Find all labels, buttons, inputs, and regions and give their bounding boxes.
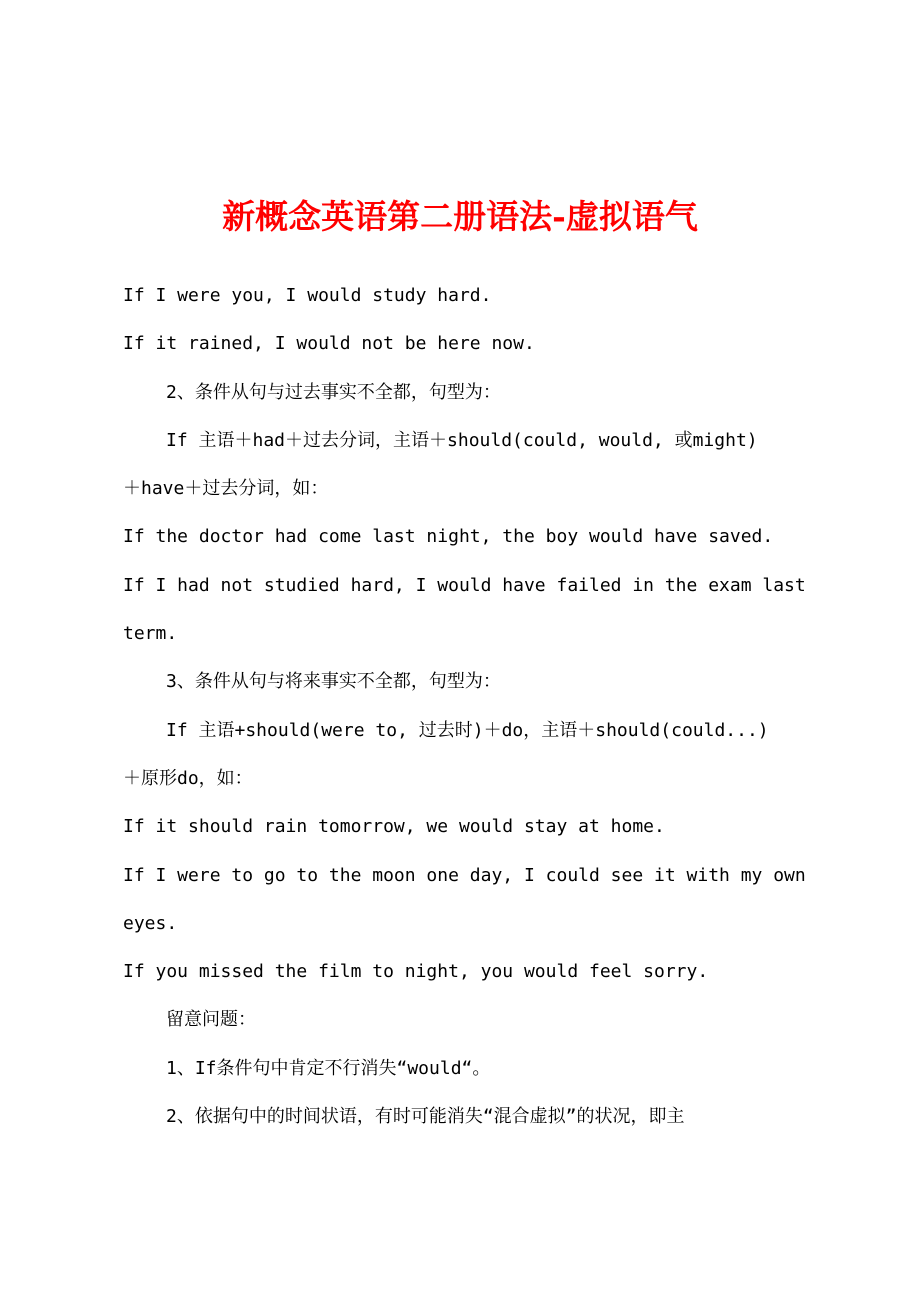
text-line-4: If 主语＋had＋过去分词，主语＋should(could, would, 或might) bbox=[166, 429, 758, 451]
text-line-1: If I were you, I would study hard. bbox=[123, 285, 492, 306]
text-line-7: If I had not studied hard, I would have failed in the exam last bbox=[123, 574, 806, 596]
text-line-10: If 主语+should(were to, 过去时)＋do，主语＋should(could...) bbox=[166, 719, 769, 741]
text-line-3: 2、条件从句与过去事实不全都，句型为： bbox=[166, 381, 501, 403]
text-line-8: term. bbox=[123, 623, 178, 645]
text-line-17: 1、If条件句中肯定不行消失“would“。 bbox=[166, 1057, 491, 1079]
text-line-11: ＋原形do，如： bbox=[123, 767, 253, 789]
text-line-12: If it should rain tomorrow, we would stay at home. bbox=[123, 816, 665, 838]
text-line-6: If the doctor had come last night, the boy would have saved. bbox=[123, 526, 774, 548]
text-line-16: 留意问题： bbox=[166, 1009, 256, 1031]
document-title: 新概念英语第二册语法-虚拟语气 bbox=[222, 197, 698, 236]
text-line-2: If it rained, I would not be here now. bbox=[123, 333, 535, 355]
text-line-15: If you missed the film to night, you would feel sorry. bbox=[123, 961, 709, 983]
text-line-14: eyes. bbox=[123, 912, 178, 934]
text-line-18: 2、依据句中的时间状语，有时可能消失“混合虚拟”的状况，即主 bbox=[166, 1106, 685, 1128]
text-line-13: If I were to go to the moon one day, I could see it with my own bbox=[123, 864, 806, 886]
text-line-5: ＋have＋过去分词，如： bbox=[123, 478, 329, 500]
text-line-9: 3、条件从句与将来事实不全都，句型为： bbox=[166, 671, 501, 693]
document-body bbox=[123, 272, 823, 1141]
